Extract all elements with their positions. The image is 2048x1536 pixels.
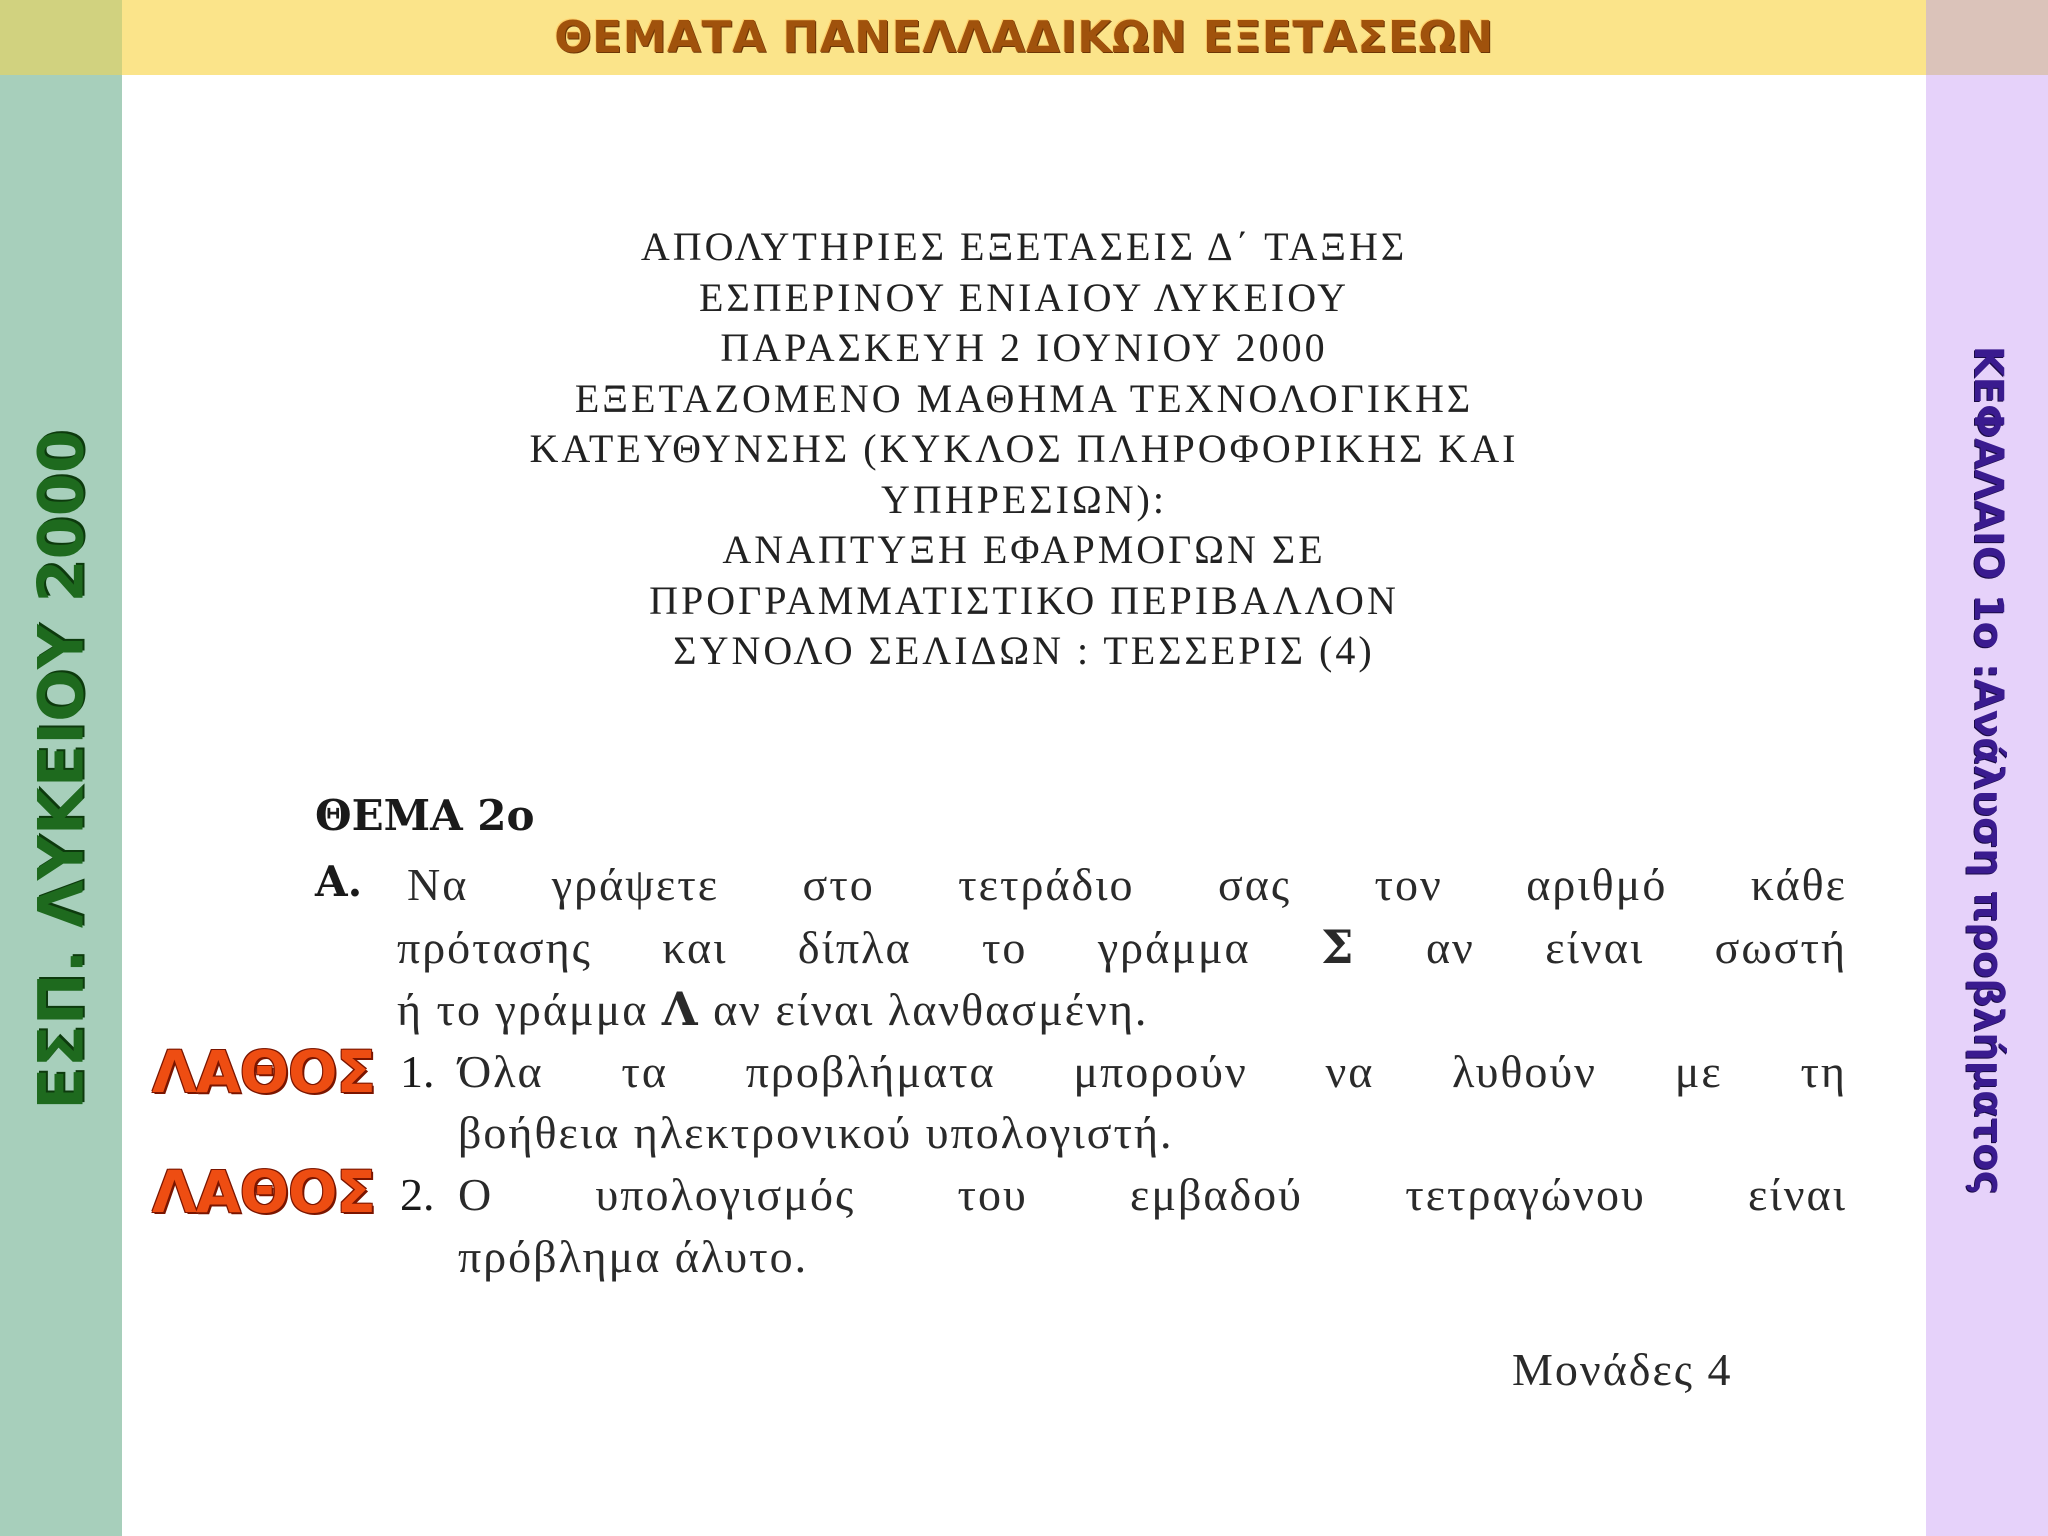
exam-header-line: ΥΠΗΡΕΣΙΩΝ): <box>881 476 1167 522</box>
true-letter: Σ <box>1321 920 1356 974</box>
statement-2-line-2: πρόβλημα άλυτο. <box>458 1231 809 1282</box>
instruction-line-2 <box>397 920 1847 974</box>
exam-header <box>122 222 1926 677</box>
false-letter: Λ <box>661 982 700 1036</box>
answer-label-2: ΛΑΘΟΣ <box>152 1158 376 1226</box>
corner-block-top-left <box>0 0 122 75</box>
exam-header-line: ΣΥΝΟΛΟ ΣΕΛΙΔΩΝ : ΤΕΣΣΕΡΙΣ (4) <box>673 628 1375 673</box>
instruction-line-3 <box>397 982 1148 1036</box>
statement-number-2: 2. <box>400 1169 435 1220</box>
topic-title: ΘΕΜΑ 2ο <box>315 791 535 840</box>
exam-header-line: ΠΑΡΑΣΚΕΥΗ 2 ΙΟΥΝΙΟΥ 2000 <box>720 325 1328 370</box>
statement-1-line-2: βοήθεια ηλεκτρονικού υπολογιστή. <box>458 1107 1174 1158</box>
part-label: Α. <box>315 857 363 906</box>
exam-header-line: ΕΞΕΤΑΖΟΜΕΝΟ ΜΑΘΗΜΑ ΤΕΧΝΟΛΟΓΙΚΗΣ <box>574 375 1474 421</box>
corner-block-top-right <box>1926 0 2048 75</box>
instruction-text: αν είναι λανθασμένη. <box>713 984 1149 1035</box>
marks-label: Μονάδες 4 <box>1512 1344 1733 1395</box>
instruction-text: ή το γράμμα <box>397 984 649 1035</box>
instruction-line-1: Να γράψετε στο τετράδιο σας τον αριθμό κάθε <box>407 859 1847 910</box>
exam-header-line: ΠΡΟΓΡΑΜΜΑΤΙΣΤΙΚΟ ΠΕΡΙΒΑΛΛΟΝ <box>649 577 1399 623</box>
exam-header-line: ΑΝΑΠΤΥΞΗ ΕΦΑΡΜΟΓΩΝ ΣΕ <box>722 527 1326 572</box>
answer-label-1: ΛΑΘΟΣ <box>152 1038 376 1106</box>
statement-2-line-1: Ο υπολογισμός του εμβαδού τετραγώνου είναι <box>458 1169 1847 1220</box>
left-sidebar-label: ΕΣΠ. ΛΥΚΕΙΟΥ 2000 <box>24 430 98 1110</box>
title-banner <box>122 0 1926 75</box>
exam-header-line: ΚΑΤΕΥΘΥΝΣΗΣ (ΚΥΚΛΟΣ ΠΛΗΡΟΦΟΡΙΚΗΣ ΚΑΙ <box>529 426 1519 471</box>
exam-header-line: ΕΣΠΕΡΙΝΟΥ ΕΝΙΑΙΟΥ ΛΥΚΕΙΟΥ <box>699 274 1349 320</box>
statement-1-line-1: Όλα τα προβλήματα μπορούν να λυθούν με τη <box>458 1046 1847 1097</box>
right-sidebar-label: ΚΕΦΑΛΑΙΟ 1ο :Ανάλυση προβλήματος <box>1965 345 2011 1195</box>
exam-header-line: ΑΠΟΛΥΤΗΡΙΕΣ ΕΞΕΤΑΣΕΙΣ Δ΄ ΤΑΞΗΣ <box>640 224 1408 269</box>
exam-page <box>122 75 1926 1536</box>
instruction-text: αν είναι σωστή <box>1425 922 1847 973</box>
statement-number-1: 1. <box>400 1046 435 1097</box>
banner-title: ΘΕΜΑΤΑ ΠΑΝΕΛΛΑΔΙΚΩΝ ΕΞΕΤΑΣΕΩΝ <box>554 12 1494 63</box>
instruction-text: πρότασης και δίπλα το γράμμα <box>397 922 1251 973</box>
